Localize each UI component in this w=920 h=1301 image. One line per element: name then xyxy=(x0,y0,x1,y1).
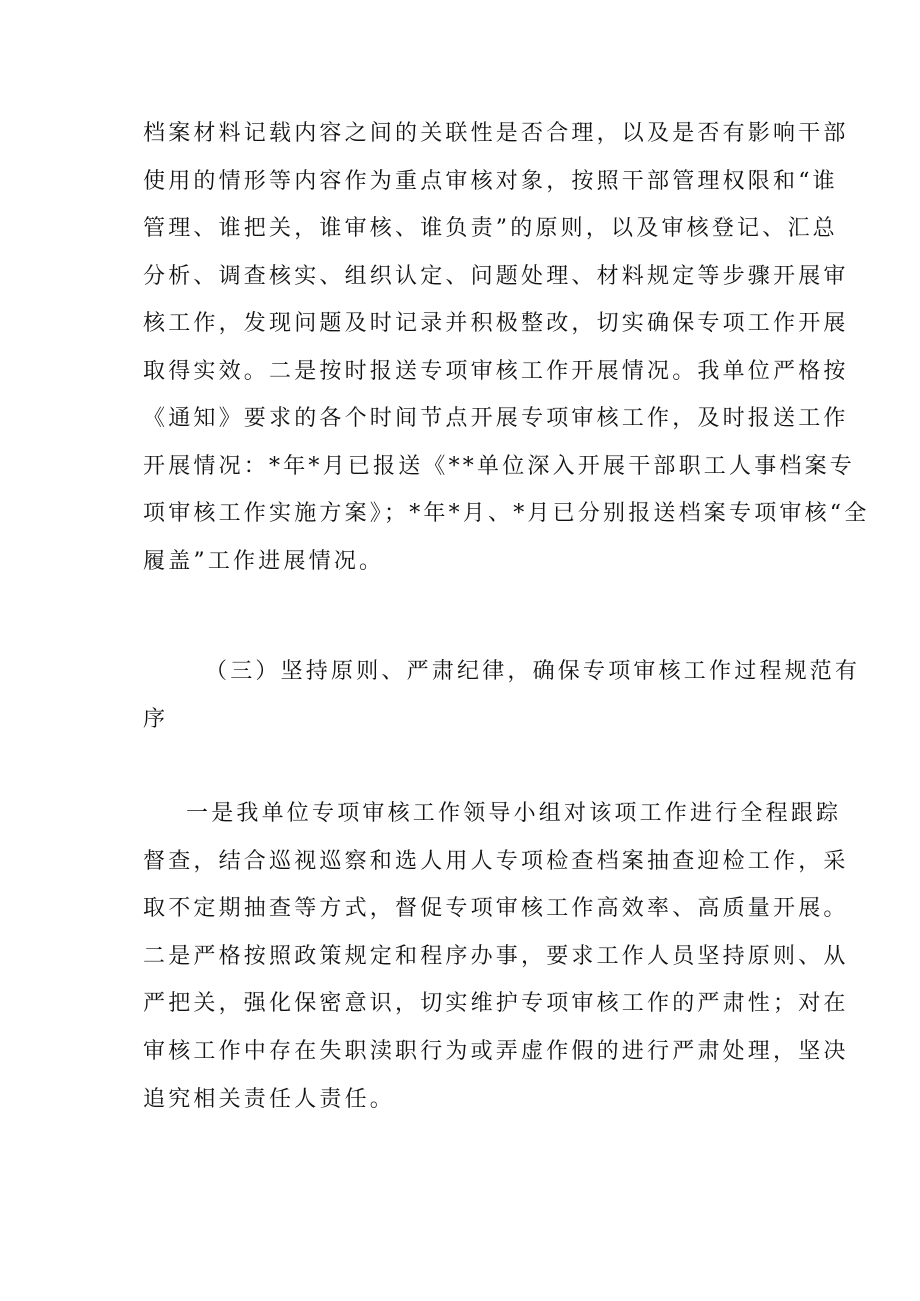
paragraph-line: 督查，结合巡视巡察和选人用人专项检查档案抽查迎检工作，采 xyxy=(143,849,849,874)
paragraph-line: 管理、谁把关，谁审核、谁负责”的原则，以及审核登记、汇总 xyxy=(143,216,838,241)
paragraph-line: 项审核工作实施方案》；*年*月、*月已分别报送档案专项审核“全 xyxy=(143,501,870,526)
paragraph-line: 严把关，强化保密意识，切实维护专项审核工作的严肃性；对在 xyxy=(143,991,849,1016)
paragraph-line: 二是严格按照政策规定和程序办事，要求工作人员坚持原则、从 xyxy=(143,944,849,969)
paragraph-line: 追究相关责任人责任。 xyxy=(143,1087,396,1112)
paragraph-line: 开展情况：*年*月已报送《**单位深入开展干部职工人事档案专 xyxy=(143,454,856,479)
paragraph-line: 使用的情形等内容作为重点审核对象，按照干部管理权限和“谁 xyxy=(143,169,838,194)
paragraph-line: 分析、调查核实、组织认定、问题处理、材料规定等步骤开展审 xyxy=(143,264,849,289)
paragraph-line: 《通知》要求的各个时间节点开展专项审核工作，及时报送工作 xyxy=(143,406,849,431)
paragraph-line: 一是我单位专项审核工作领导小组对该项工作进行全程跟踪 xyxy=(186,801,842,826)
paragraph-line: 取不定期抽查等方式，督促专项审核工作高效率、高质量开展。 xyxy=(143,896,849,921)
paragraph-line: 档案材料记载内容之间的关联性是否合理，以及是否有影响干部 xyxy=(143,121,849,146)
paragraph-line: 核工作，发现问题及时记录并积极整改，切实确保专项工作开展 xyxy=(143,311,849,336)
heading-line: （三）坚持原则、严肃纪律，确保专项审核工作过程规范有 xyxy=(205,659,861,684)
paragraph-line: 取得实效。二是按时报送专项审核工作开展情况。我单位严格按 xyxy=(143,359,849,384)
paragraph-line: 履盖”工作进展情况。 xyxy=(143,549,385,574)
heading-line: 序 xyxy=(143,707,169,732)
paragraph-line: 审核工作中存在失职渎职行为或弄虚作假的进行严肃处理，坚决 xyxy=(143,1039,849,1064)
